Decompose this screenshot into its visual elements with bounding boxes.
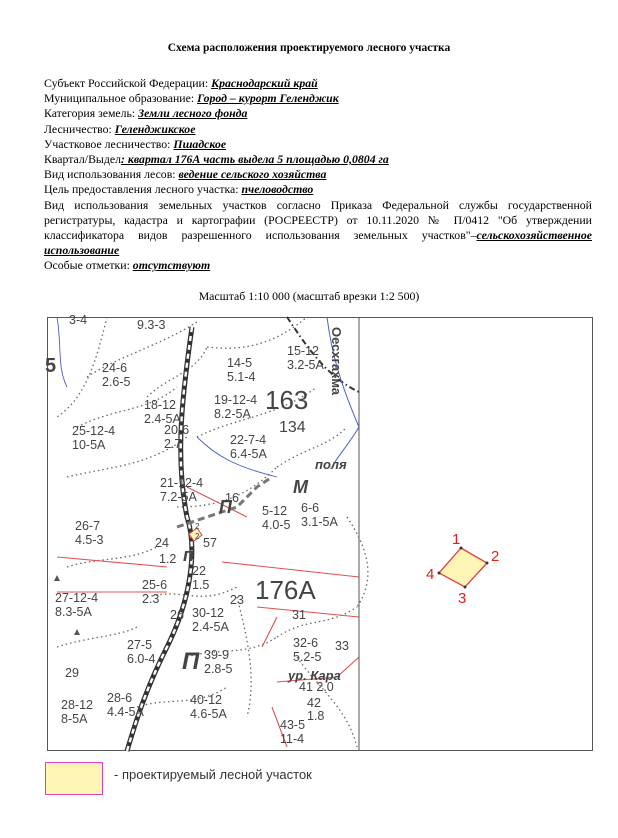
legend-label: - проектируемый лесной участок [114,767,312,782]
parcel-label: 8.3-5А [55,605,92,619]
parcel-label: 43-5 [280,718,306,732]
forestry-value: Геленджикское [114,121,196,136]
scale-caption: Масштаб 1:10 000 (масштаб врезки 1:2 500) [198,289,420,303]
vertex-marker [438,572,441,575]
parcel-label: 28-6 [107,691,133,705]
district-forestry-value: Пшадское [173,136,227,151]
forest-use-label: Вид использования лесов: [44,167,179,182]
subject-label: Субъект Российской Федерации: [44,76,212,90]
parcel-label: 8.2-5А [214,407,251,421]
district-forestry-label: Участковое лесничество: [44,136,174,151]
parcel-label: 5-12 [262,504,288,518]
parcel-label: 2.4-5А [192,620,229,634]
forest-use-value: ведение сельского хозяйства [178,167,327,182]
parcel-label: 6-6 [301,501,320,515]
parcel-label: 2.8-5 [204,662,233,676]
map-number-label: 24 [155,536,169,550]
parcel-label: 14-5 [227,356,253,370]
five-label: 5 [45,355,57,377]
map-number-label: 29 [65,666,79,680]
parcel-label: 4.6-5А [190,707,227,721]
map-number-label: 26 [170,608,184,622]
M-label: М [293,477,308,497]
quarter-value: : квартал 176А часть выдела 5 площадью 0,0804 га [121,152,389,167]
map-number-label: 33 [335,639,349,653]
parcel-label: 25-6 [142,578,168,592]
parcel-label: 20-6 [164,423,190,437]
parcel-label: 21-12-4 [160,476,204,490]
parcel-label: 30-12 [192,606,224,620]
parcel-label: 24-6 [102,361,128,375]
notes-row [44,258,592,273]
map-number-label: 42 [307,696,321,710]
purpose-value: пчеловодство [241,182,314,197]
map-number-label: 57 [203,536,217,550]
parcel-label: 5.2-5 [293,650,322,664]
vertex-3-label: 3 [458,590,467,607]
parcel-label: 28-12 [61,698,93,712]
parcel-label: 1.5 [192,578,210,592]
parcel-label: 2.3 [142,592,160,606]
parcel-label: 7.2-5А [160,490,197,504]
map-number-label: 31 [292,608,306,622]
parcel-label: 3.2-5А [287,358,324,372]
land-use-paragraph [44,198,592,259]
notes-value: отсутствуют [132,258,211,273]
forestry-label: Лесничество: [44,121,115,136]
vertex-1-label: 1 [452,531,461,548]
polyana-label: поля [315,457,347,472]
parcel-label: 27-12-4 [55,591,99,605]
ur-kara-label: ур. Кара [288,668,341,683]
quarter-176A-label: 176А [255,575,316,605]
P1-label: П [219,497,232,517]
municipality-value: Город – курорт Геленджик [197,91,339,106]
parcel-label: 6.4-5А [230,447,267,461]
land-category-value: Земли лесного фонда [138,106,248,121]
land-category-row [44,106,592,121]
sub-134-label: 134 [279,419,306,436]
subject-value: Краснодарский край [211,76,318,90]
parcel-label: 15-12 [287,344,319,358]
purpose-label: Цель предоставления лесного участка: [44,182,242,197]
parcel-label: 18-12 [144,398,176,412]
parcel-label: 10-5А [72,438,106,452]
parcel-label: 40-12 [190,693,222,707]
map-number-label: 1.8 [307,709,325,723]
quarter-163-label: 163 [265,385,309,415]
parcel-label: 4.4-5А [107,705,144,719]
quarter-label: Квартал/Выдел [44,152,121,167]
map-number-label: 23 [230,593,244,607]
notes-label: Особые отметки: [44,258,133,273]
map-number-label: 3-4 [69,313,88,327]
land-category-label: Категория земель: [44,106,139,121]
P2-label: п [183,545,194,565]
land-use-value: сельскохозяйственное использование [44,228,592,258]
map-number-label: 16 [225,491,239,505]
forest-use-row [44,167,592,182]
parcel-info [44,76,592,274]
river-label: Оесхгахма [329,327,344,396]
vertex-marker [486,562,489,565]
parcel-label: 19-12-4 [214,393,258,407]
subject-row [44,76,592,91]
forestry-row [44,122,592,137]
parcel-label: 8-5А [61,712,88,726]
parcel-label: 4.0-5 [262,518,291,532]
vertex-marker [464,586,467,589]
parcel-label: 25-12-4 [72,424,116,438]
parcel-label: 26-7 [75,519,101,533]
quarter-row [44,152,592,167]
parcel-label: 2.6-5 [102,375,131,389]
document-title: Схема расположения проектируемого лесного участка [167,42,451,54]
vertex-4-label: 4 [426,566,435,583]
map-number-label: 2 [195,522,200,531]
parcel-label: 9.3-3 [137,318,166,332]
parcel-label: 6.0-4 [127,652,156,666]
parcel-label: 5.1-4 [227,370,256,384]
parcel-label: 3.1-5А [301,515,338,529]
purpose-row [44,182,592,197]
parcel-label: 11-4 [280,732,305,746]
municipality-row [44,91,592,106]
municipality-label: Муниципальное образование: [44,91,198,106]
parcel-label: 22 [192,564,206,578]
parcel-label: 2.4-5А [144,412,181,426]
parcel-label: 22-7-4 [230,433,267,447]
vertex-2-label: 2 [491,548,500,565]
district-forestry-row [44,137,592,152]
parcel-label: 4.5-3 [75,533,104,547]
map-number-label: 1.2 [159,552,177,566]
parcel-label: 27-5 [127,638,153,652]
map-number-label: 41 2.0 [299,680,334,694]
legend-swatch [45,762,103,795]
map-number-label: 2 [195,532,200,541]
parcel-label: 39-9 [204,648,230,662]
parcel-label: 2.7 [164,437,182,451]
land-use-text: Вид использования земельных участков согласно Приказа Федеральной службы государственной регистратуры, кадастра и картографии (РОСРЕЕСТР) от 10.11.2020 № П/0412 "Об утверждении классификатора видов разрешенного использования земельных участков"– [44,197,592,243]
parcel-label: 32-6 [293,636,319,650]
map-frame [45,313,593,751]
P3-label: П [182,648,200,675]
map-svg [45,313,593,751]
